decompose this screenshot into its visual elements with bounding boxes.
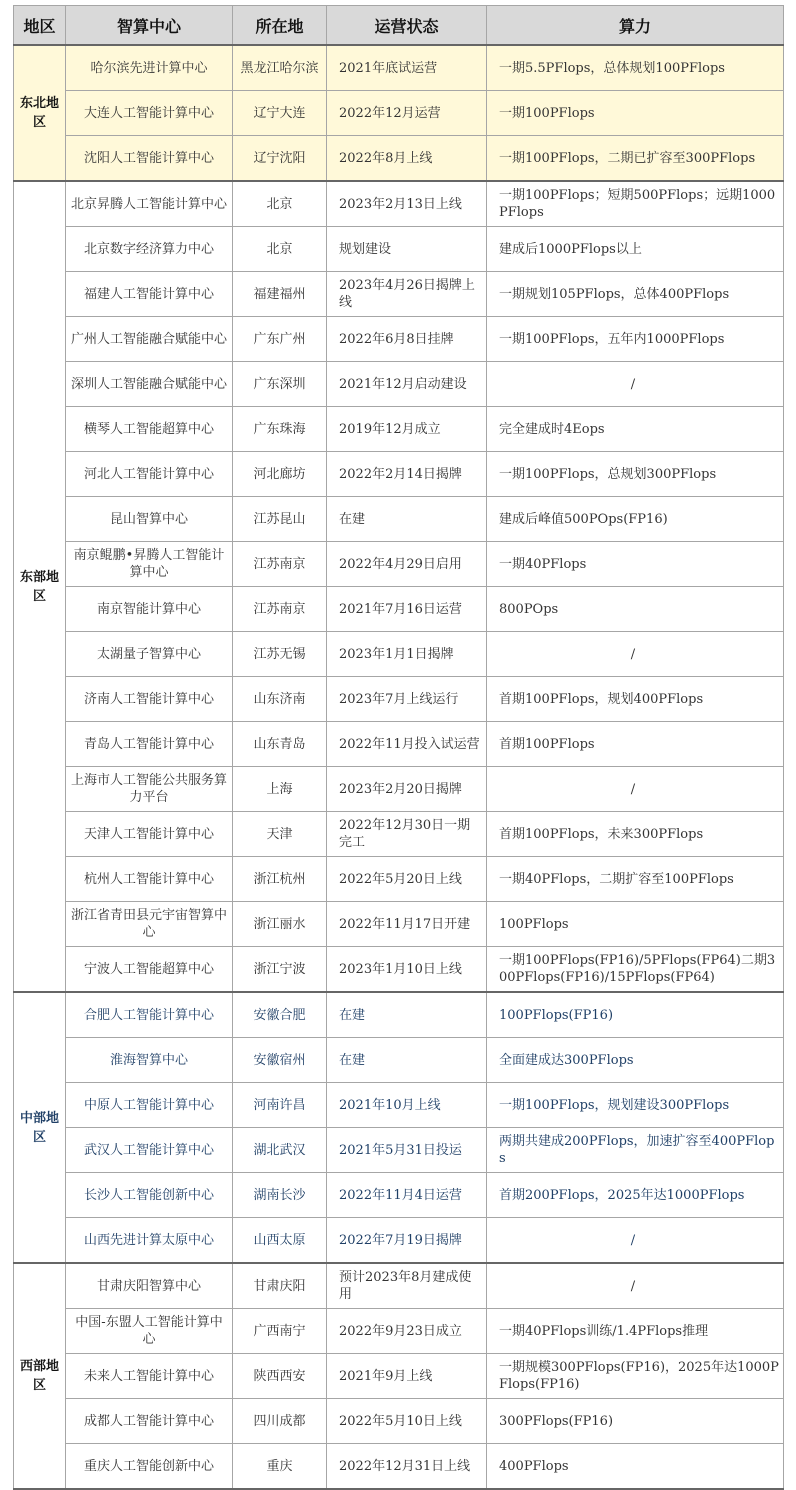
- center-name-cell: 中国-东盟人工智能计算中心: [66, 1309, 233, 1354]
- status-cell: 2022年2月14日揭牌: [327, 452, 487, 497]
- location-cell: 广西南宁: [233, 1309, 327, 1354]
- location-cell: 江苏无锡: [233, 632, 327, 677]
- center-name-cell: 昆山智算中心: [66, 497, 233, 542]
- center-name-cell: 大连人工智能计算中心: [66, 91, 233, 136]
- power-cell: 一期40PFlops: [487, 542, 784, 587]
- power-cell: 100PFlops(FP16): [487, 992, 784, 1038]
- status-cell: 2022年5月20日上线: [327, 857, 487, 902]
- status-cell: 在建: [327, 1038, 487, 1083]
- status-cell: 在建: [327, 497, 487, 542]
- location-cell: 江苏南京: [233, 587, 327, 632]
- status-cell: 2021年底试运营: [327, 45, 487, 91]
- center-name-cell: 天津人工智能计算中心: [66, 812, 233, 857]
- table-row: [14, 1399, 784, 1444]
- location-cell: 山东济南: [233, 677, 327, 722]
- table-row: [14, 91, 784, 136]
- power-cell: 100PFlops: [487, 902, 784, 947]
- center-name-cell: 中原人工智能计算中心: [66, 1083, 233, 1128]
- location-cell: 天津: [233, 812, 327, 857]
- table-row: [14, 317, 784, 362]
- center-name-cell: 太湖量子智算中心: [66, 632, 233, 677]
- status-cell: 2021年10月上线: [327, 1083, 487, 1128]
- location-cell: 河北廊坊: [233, 452, 327, 497]
- status-cell: 预计2023年8月建成使用: [327, 1263, 487, 1309]
- center-name-cell: 武汉人工智能计算中心: [66, 1128, 233, 1173]
- region-cell: 中部地区: [14, 992, 66, 1263]
- table-row: [14, 362, 784, 407]
- header-row: [14, 6, 784, 46]
- center-name-cell: 北京数字经济算力中心: [66, 227, 233, 272]
- power-cell: 首期100PFlops，未来300PFlops: [487, 812, 784, 857]
- table-row: [14, 1218, 784, 1264]
- center-name-cell: 山西先进计算太原中心: [66, 1218, 233, 1264]
- center-name-cell: 河北人工智能计算中心: [66, 452, 233, 497]
- table-row: [14, 136, 784, 182]
- location-cell: 辽宁沈阳: [233, 136, 327, 182]
- power-cell: 300PFlops(FP16): [487, 1399, 784, 1444]
- location-cell: 安徽合肥: [233, 992, 327, 1038]
- table-row: [14, 812, 784, 857]
- status-cell: 2023年2月20日揭牌: [327, 767, 487, 812]
- location-cell: 上海: [233, 767, 327, 812]
- location-cell: 浙江宁波: [233, 947, 327, 993]
- power-cell: 一期100PFlops，二期已扩容至300PFlops: [487, 136, 784, 182]
- status-cell: 2022年12月30日一期完工: [327, 812, 487, 857]
- power-cell: /: [487, 362, 784, 407]
- location-cell: 湖北武汉: [233, 1128, 327, 1173]
- table-row: [14, 767, 784, 812]
- center-name-cell: 成都人工智能计算中心: [66, 1399, 233, 1444]
- power-cell: 一期100PFlops；短期500PFlops；远期1000PFlops: [487, 181, 784, 227]
- region-cell: 东部地区: [14, 181, 66, 992]
- center-name-cell: 未来人工智能计算中心: [66, 1354, 233, 1399]
- center-name-cell: 重庆人工智能创新中心: [66, 1444, 233, 1490]
- region-cell: 东北地区: [14, 45, 66, 181]
- power-cell: 首期100PFlops: [487, 722, 784, 767]
- location-cell: 广东珠海: [233, 407, 327, 452]
- center-name-cell: 青岛人工智能计算中心: [66, 722, 233, 767]
- center-name-cell: 南京智能计算中心: [66, 587, 233, 632]
- power-cell: 800POps: [487, 587, 784, 632]
- location-cell: 山东青岛: [233, 722, 327, 767]
- power-cell: 一期40PFlops训练/1.4PFlops推理: [487, 1309, 784, 1354]
- table-row: [14, 947, 784, 993]
- location-cell: 四川成都: [233, 1399, 327, 1444]
- region-cell: 西部地区: [14, 1263, 66, 1489]
- table-row: [14, 587, 784, 632]
- table-row: [14, 542, 784, 587]
- table-row: [14, 45, 784, 91]
- power-cell: 两期共建成200PFlops，加速扩容至400PFlops: [487, 1128, 784, 1173]
- header-status: 运营状态: [327, 6, 487, 46]
- ai-computing-centers-table: [13, 5, 784, 1490]
- power-cell: 建成后峰值500POps(FP16): [487, 497, 784, 542]
- table-row: [14, 272, 784, 317]
- power-cell: 一期100PFlops，总规划300PFlops: [487, 452, 784, 497]
- center-name-cell: 哈尔滨先进计算中心: [66, 45, 233, 91]
- table-row: [14, 1263, 784, 1309]
- status-cell: 2021年12月启动建设: [327, 362, 487, 407]
- table-row: [14, 227, 784, 272]
- center-name-cell: 上海市人工智能公共服务算力平台: [66, 767, 233, 812]
- header-power: 算力: [487, 6, 784, 46]
- status-cell: 2021年7月16日运营: [327, 587, 487, 632]
- location-cell: 湖南长沙: [233, 1173, 327, 1218]
- power-cell: 一期规划105PFlops，总体400PFlops: [487, 272, 784, 317]
- power-cell: 首期100PFlops，规划400PFlops: [487, 677, 784, 722]
- table-row: [14, 632, 784, 677]
- location-cell: 福建福州: [233, 272, 327, 317]
- center-name-cell: 南京鲲鹏•昇腾人工智能计算中心: [66, 542, 233, 587]
- location-cell: 北京: [233, 181, 327, 227]
- location-cell: 江苏南京: [233, 542, 327, 587]
- table-row: [14, 902, 784, 947]
- table-row: [14, 1444, 784, 1490]
- location-cell: 安徽宿州: [233, 1038, 327, 1083]
- header-center: 智算中心: [66, 6, 233, 46]
- status-cell: 2019年12月成立: [327, 407, 487, 452]
- status-cell: 2022年12月运营: [327, 91, 487, 136]
- power-cell: /: [487, 632, 784, 677]
- status-cell: 2022年11月17日开建: [327, 902, 487, 947]
- status-cell: 在建: [327, 992, 487, 1038]
- power-cell: 建成后1000PFlops以上: [487, 227, 784, 272]
- location-cell: 江苏昆山: [233, 497, 327, 542]
- power-cell: 一期100PFlops，五年内1000PFlops: [487, 317, 784, 362]
- table-row: [14, 992, 784, 1038]
- center-name-cell: 甘肃庆阳智算中心: [66, 1263, 233, 1309]
- table-row: [14, 1173, 784, 1218]
- table-row: [14, 857, 784, 902]
- center-name-cell: 合肥人工智能计算中心: [66, 992, 233, 1038]
- location-cell: 广东广州: [233, 317, 327, 362]
- center-name-cell: 济南人工智能计算中心: [66, 677, 233, 722]
- center-name-cell: 北京昇腾人工智能计算中心: [66, 181, 233, 227]
- power-cell: 一期40PFlops，二期扩容至100PFlops: [487, 857, 784, 902]
- table-row: [14, 677, 784, 722]
- table-row: [14, 497, 784, 542]
- status-cell: 2022年9月23日成立: [327, 1309, 487, 1354]
- center-name-cell: 横琴人工智能超算中心: [66, 407, 233, 452]
- center-name-cell: 杭州人工智能计算中心: [66, 857, 233, 902]
- table-row: [14, 452, 784, 497]
- center-name-cell: 宁波人工智能超算中心: [66, 947, 233, 993]
- power-cell: 全面建成达300PFlops: [487, 1038, 784, 1083]
- status-cell: 2022年12月31日上线: [327, 1444, 487, 1490]
- power-cell: 400PFlops: [487, 1444, 784, 1490]
- location-cell: 浙江杭州: [233, 857, 327, 902]
- location-cell: 北京: [233, 227, 327, 272]
- power-cell: 一期100PFlops(FP16)/5PFlops(FP64)二期300PFlops(FP16)/15PFlops(FP64): [487, 947, 784, 993]
- location-cell: 山西太原: [233, 1218, 327, 1264]
- power-cell: /: [487, 1263, 784, 1309]
- center-name-cell: 淮海智算中心: [66, 1038, 233, 1083]
- center-name-cell: 深圳人工智能融合赋能中心: [66, 362, 233, 407]
- status-cell: 2022年8月上线: [327, 136, 487, 182]
- center-name-cell: 长沙人工智能创新中心: [66, 1173, 233, 1218]
- table-row: [14, 722, 784, 767]
- power-cell: 一期100PFlops: [487, 91, 784, 136]
- table-row: [14, 1083, 784, 1128]
- power-cell: 一期5.5PFlops，总体规划100PFlops: [487, 45, 784, 91]
- table-row: [14, 181, 784, 227]
- location-cell: 广东深圳: [233, 362, 327, 407]
- center-name-cell: 广州人工智能融合赋能中心: [66, 317, 233, 362]
- power-cell: /: [487, 1218, 784, 1264]
- status-cell: 2022年11月投入试运营: [327, 722, 487, 767]
- power-cell: /: [487, 767, 784, 812]
- location-cell: 黑龙江哈尔滨: [233, 45, 327, 91]
- status-cell: 2021年9月上线: [327, 1354, 487, 1399]
- status-cell: 2022年11月4日运营: [327, 1173, 487, 1218]
- status-cell: 2023年7月上线运行: [327, 677, 487, 722]
- center-name-cell: 浙江省青田县元宇宙智算中心: [66, 902, 233, 947]
- table-body: [14, 45, 784, 1489]
- center-name-cell: 沈阳人工智能计算中心: [66, 136, 233, 182]
- power-cell: 一期100PFlops，规划建设300PFlops: [487, 1083, 784, 1128]
- header-region: 地区: [14, 6, 66, 46]
- location-cell: 河南许昌: [233, 1083, 327, 1128]
- status-cell: 2022年4月29日启用: [327, 542, 487, 587]
- status-cell: 2021年5月31日投运: [327, 1128, 487, 1173]
- status-cell: 2022年6月8日挂牌: [327, 317, 487, 362]
- power-cell: 完全建成时4Eops: [487, 407, 784, 452]
- table-row: [14, 1038, 784, 1083]
- status-cell: 2023年2月13日上线: [327, 181, 487, 227]
- location-cell: 重庆: [233, 1444, 327, 1490]
- power-cell: 首期200PFlops，2025年达1000PFlops: [487, 1173, 784, 1218]
- table-row: [14, 407, 784, 452]
- status-cell: 2022年5月10日上线: [327, 1399, 487, 1444]
- location-cell: 甘肃庆阳: [233, 1263, 327, 1309]
- status-cell: 2022年7月19日揭牌: [327, 1218, 487, 1264]
- table-row: [14, 1128, 784, 1173]
- location-cell: 辽宁大连: [233, 91, 327, 136]
- power-cell: 一期规模300PFlops(FP16)，2025年达1000PFlops(FP16): [487, 1354, 784, 1399]
- status-cell: 2023年4月26日揭牌上线: [327, 272, 487, 317]
- status-cell: 规划建设: [327, 227, 487, 272]
- table-row: [14, 1309, 784, 1354]
- center-name-cell: 福建人工智能计算中心: [66, 272, 233, 317]
- status-cell: 2023年1月1日揭牌: [327, 632, 487, 677]
- header-location: 所在地: [233, 6, 327, 46]
- location-cell: 浙江丽水: [233, 902, 327, 947]
- location-cell: 陕西西安: [233, 1354, 327, 1399]
- table-row: [14, 1354, 784, 1399]
- status-cell: 2023年1月10日上线: [327, 947, 487, 993]
